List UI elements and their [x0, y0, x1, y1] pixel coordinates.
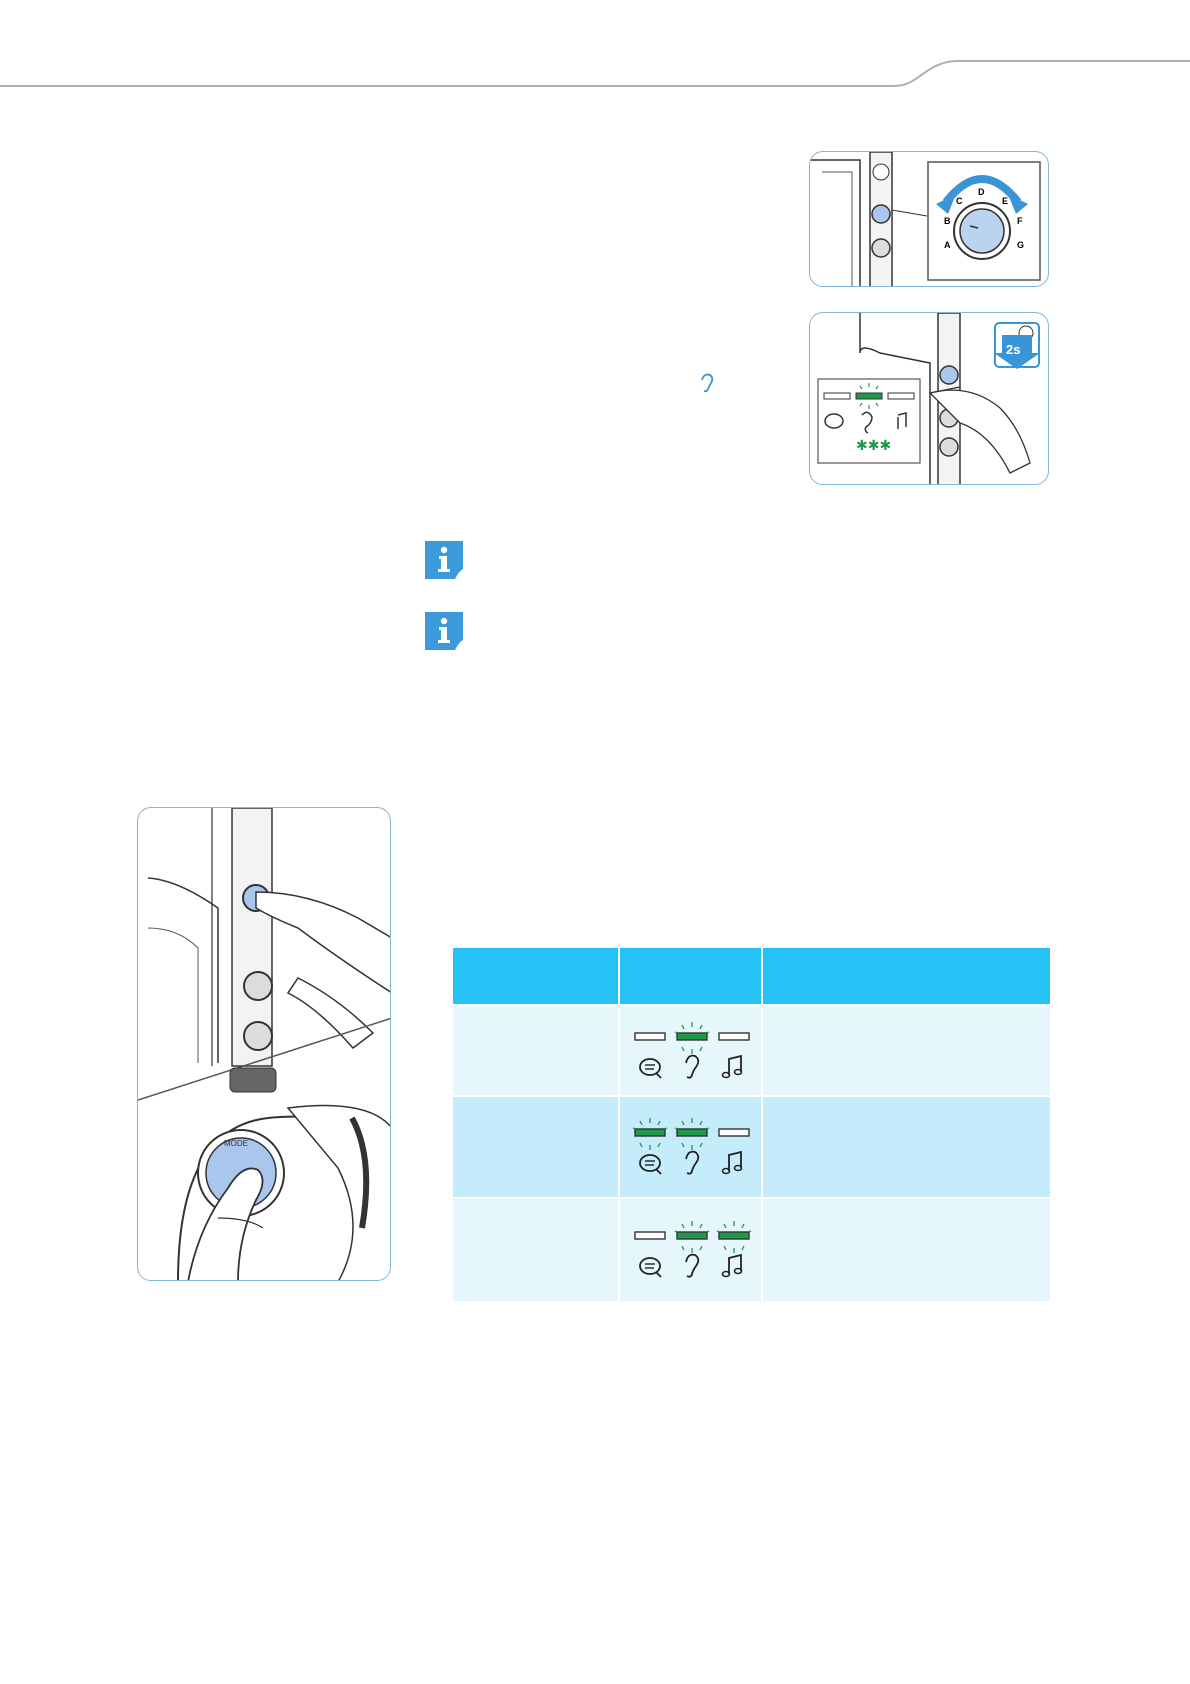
- ear-icon: [686, 1152, 698, 1174]
- led-off: [719, 1033, 749, 1040]
- ear-icon: [686, 1255, 698, 1277]
- mode-table-grid: [453, 948, 1050, 1301]
- dial-illustration: [809, 151, 1049, 287]
- table-cell-indicator: [619, 1096, 762, 1198]
- table-cell-description: [762, 1198, 1050, 1301]
- music-icon: [722, 1152, 741, 1174]
- table-header-cell: [619, 948, 762, 1005]
- dial-letter-a: A: [944, 240, 951, 250]
- speech-icon: [640, 1059, 661, 1078]
- table-row: [453, 1005, 1050, 1096]
- dial-letter-e: E: [1002, 196, 1009, 206]
- dial-drawing: [810, 152, 1049, 287]
- table-header-row: [453, 948, 1050, 1005]
- music-icon: [722, 1255, 741, 1277]
- table-cell-description: [762, 1005, 1050, 1096]
- led-blink: [633, 1118, 667, 1150]
- mode-button-illustration: [137, 807, 391, 1281]
- led-blink: [717, 1221, 751, 1253]
- table-header-cell: [453, 948, 619, 1005]
- info-icon: [425, 541, 463, 579]
- press-hold-illustration: [809, 312, 1049, 485]
- info-icon: [425, 612, 463, 650]
- led-off: [635, 1033, 665, 1040]
- speech-icon: [640, 1258, 661, 1277]
- table-cell-mode: [453, 1005, 619, 1096]
- press-hold-drawing: [810, 313, 1049, 485]
- table-row: [453, 1198, 1050, 1301]
- speech-icon: [640, 1155, 661, 1174]
- indicator-leds: [626, 1214, 756, 1286]
- ear-icon: [698, 372, 716, 394]
- led-off: [635, 1232, 665, 1239]
- table-cell-mode: [453, 1198, 619, 1301]
- hold-duration-badge: 2s: [1006, 342, 1021, 357]
- mode-button-label: MODE: [224, 1139, 248, 1148]
- table-cell-indicator: [619, 1198, 762, 1301]
- music-icon: [722, 1056, 741, 1078]
- led-blink: [675, 1118, 709, 1150]
- ear-icon: [686, 1055, 698, 1077]
- dial-letter-c: C: [956, 196, 963, 206]
- header-rule: [0, 0, 1190, 100]
- svg-text:✱✱✱: ✱✱✱: [856, 438, 892, 454]
- led-off: [719, 1129, 749, 1136]
- indicator-leds: [626, 1111, 756, 1183]
- indicator-leds: [626, 1015, 756, 1087]
- led-blink: [675, 1221, 709, 1253]
- table-cell-indicator: [619, 1005, 762, 1096]
- dial-letter-f: F: [1017, 216, 1023, 226]
- table-cell-mode: [453, 1096, 619, 1198]
- dial-letter-b: B: [944, 216, 951, 226]
- dial-letter-g: G: [1017, 240, 1025, 250]
- table-cell-description: [762, 1096, 1050, 1198]
- led-blink: [675, 1022, 709, 1054]
- mode-button-drawing: [138, 808, 391, 1281]
- table-row: [453, 1096, 1050, 1198]
- mode-table: [453, 948, 1050, 1301]
- table-header-cell: [762, 948, 1050, 1005]
- dial-letter-d: D: [978, 187, 985, 197]
